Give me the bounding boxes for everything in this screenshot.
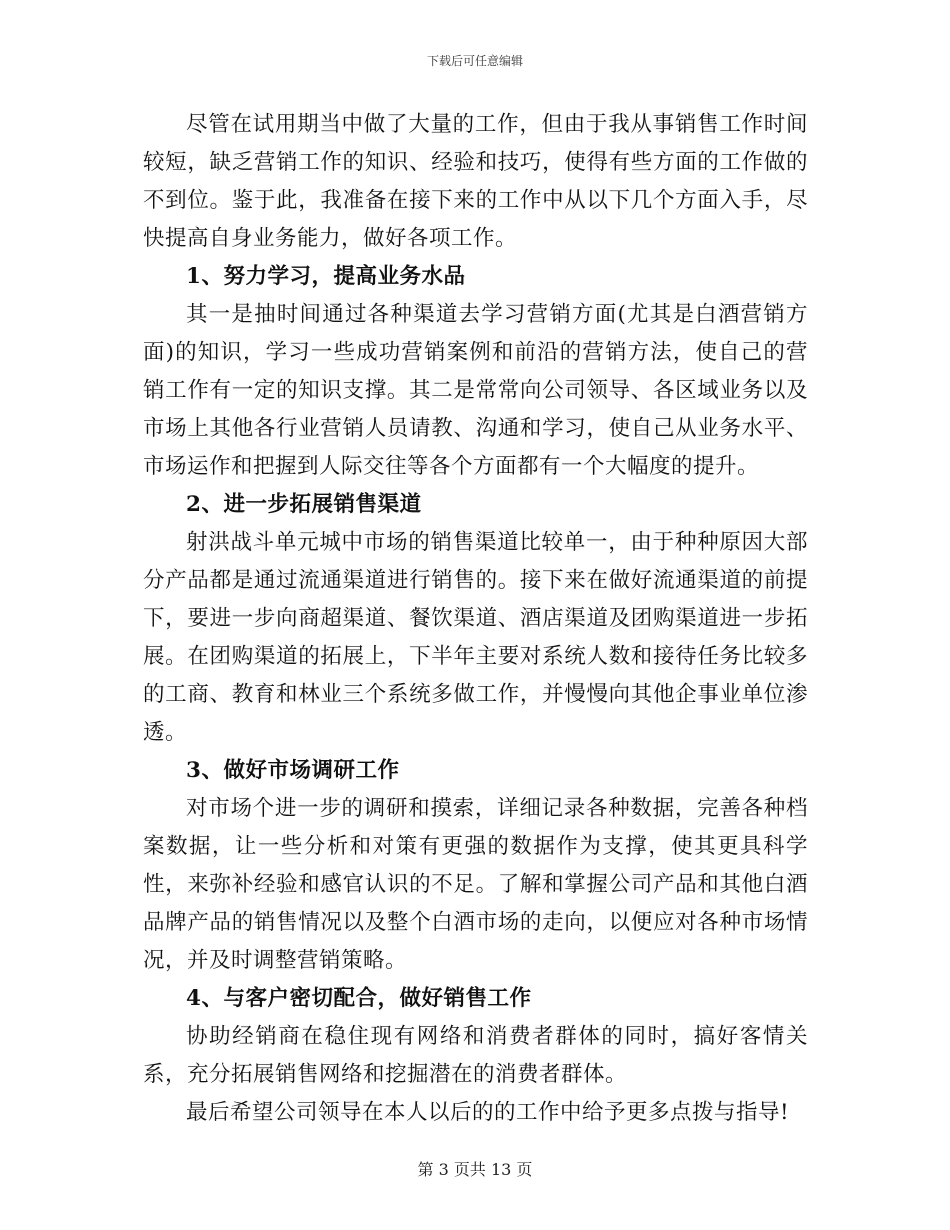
page-number-footer: 第 3 页共 13 页 [417,1160,533,1179]
section-heading-1: 1、努力学习，提高业务水品 [186,264,466,289]
closing-paragraph: 最后希望公司领导在本人以后的的工作中给予更多点拨与指导! [186,1100,790,1125]
section-paragraph-3: 对市场个进一步的调研和摸索，详细记录各种数据，完善各种档案数据，让一些分析和对策有更强的数据作为支撑，使其更具科学性，来弥补经验和感官认识的不足。了解和掌握公司产品和其他白酒品牌产品的销售情况以及整个白酒市场的走向，以便应对各种市场情况，并及时调整营销策略。 [143,796,808,973]
section-heading-2: 2、进一步拓展销售渠道 [186,492,422,517]
section-heading-4: 4、与客户密切配合，做好销售工作 [186,986,532,1011]
intro-paragraph: 尽管在试用期当中做了大量的工作，但由于我从事销售工作时间较短，缺乏营销工作的知识、经验和技巧，使得有些方面的工作做的不到位。鉴于此，我准备在接下来的工作中从以下几个方面入手，尽快提高自身业务能力，做好各项工作。 [143,112,808,251]
section-paragraph-1: 其一是抽时间通过各种渠道去学习营销方面(尤其是白酒营销方面)的知识，学习一些成功营销案例和前沿的营销方法，使自己的营销工作有一定的知识支撑。其二是常常向公司领导、各区域业务以及市场上其他各行业营销人员请教、沟通和学习，使自己从业务水平、市场运作和把握到人际交往等各个方面都有一个大幅度的提升。 [143,302,808,479]
section-paragraph-2: 射洪战斗单元城中市场的销售渠道比较单一，由于种种原因大部分产品都是通过流通渠道进行销售的。接下来在做好流通渠道的前提下，要进一步向商超渠道、餐饮渠道、酒店渠道及团购渠道进一步拓展。在团购渠道的拓展上，下半年主要对系统人数和接待任务比较多的工商、教育和林业三个系统多做工作，并慢慢向其他企事业单位渗透。 [143,530,808,745]
page-header: 下载后可任意编辑 [426,54,523,68]
document-body [143,106,808,1132]
section-heading-3: 3、做好市场调研工作 [186,758,400,783]
section-paragraph-4: 协助经销商在稳住现有网络和消费者群体的同时，搞好客情关系，充分拓展销售网络和挖掘潜在的消费者群体。 [143,1024,808,1087]
